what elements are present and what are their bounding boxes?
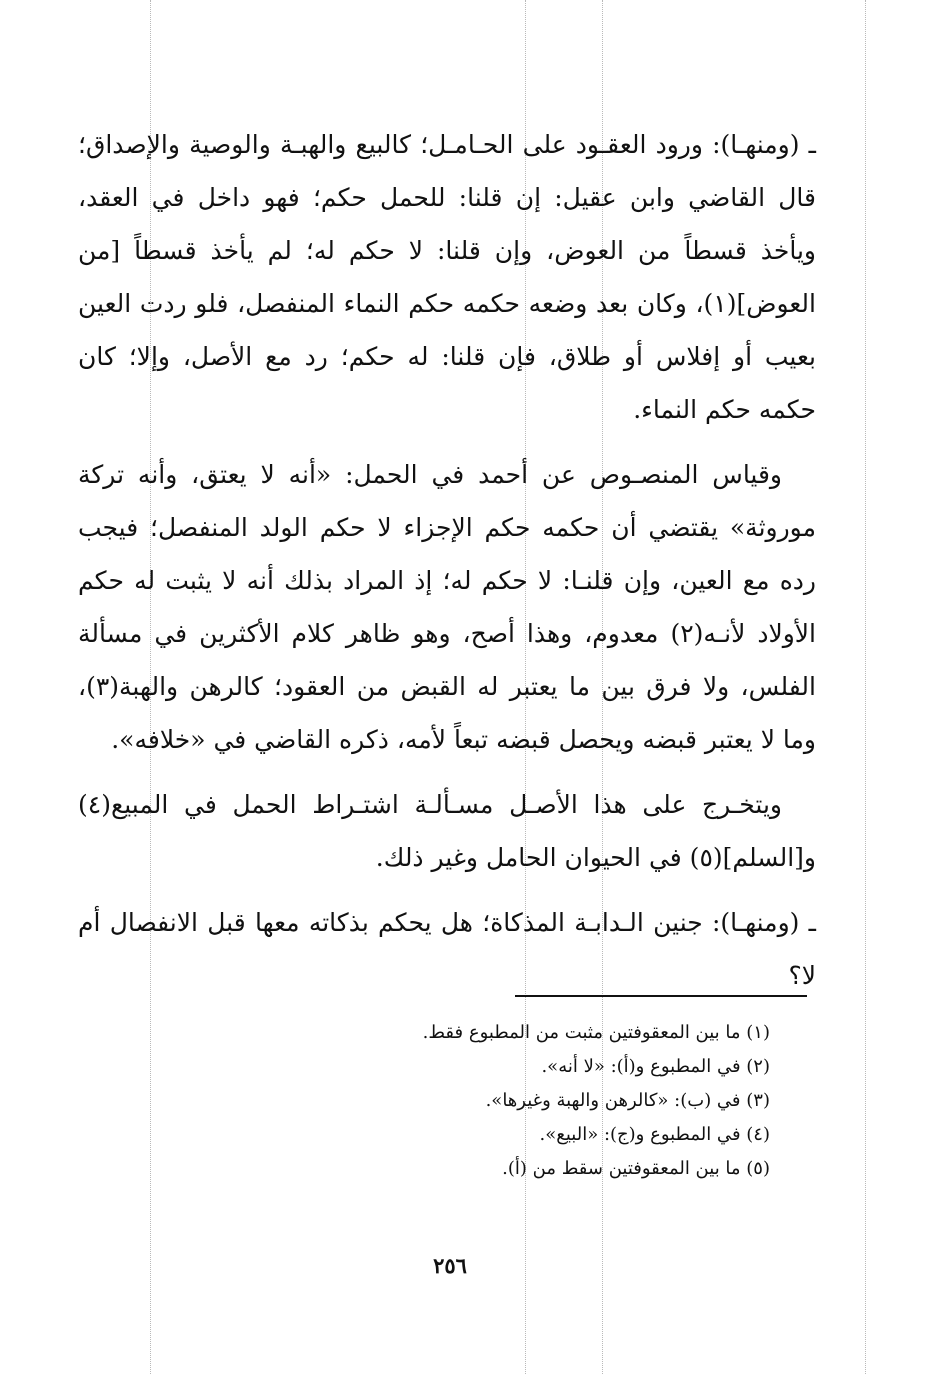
footnote-2: (٢) في المطبوع و(أ): «لا أنه». bbox=[541, 1056, 770, 1077]
main-text bbox=[78, 118, 816, 1014]
footnote-5: (٥) ما بين المعقوفتين سقط من (أ). bbox=[502, 1158, 770, 1179]
footnotes bbox=[150, 1016, 770, 1186]
paragraph-4: ـ (ومنهـا): جنين الـدابـة المذكاة؛ هل يحكم بذكاته معها قبل الانفصال أم لا؟ bbox=[78, 908, 816, 990]
paragraph-1: ـ (ومنهـا): ورود العقـود على الحـامـل؛ كالبيع والهبـة والوصية والإصداق؛ قال القاضي وابن عقيل: إن قلنا: للحمل حكم؛ فهو داخل في العقد، ويأخذ قسطاً من العوض، وإن قلنا: لا حكم له؛ لم يأخذ قسطاً [من العوض](١)، وكان بعد وضعه حكمه حكم النماء المنفصل، فلو ردت العين بعيب أو إفلاس أو طلاق، فإن قلنا: له حكم؛ رد مع الأصل، وإلا؛ كان حكمه حكم النماء. bbox=[78, 130, 816, 424]
footnote-4: (٤) في المطبوع و(ج): «البيع». bbox=[539, 1124, 770, 1145]
paragraph-2: وقياس المنصـوص عن أحمد في الحمل: «أنه لا يعتق، وأنه تركة موروثة» يقتضي أن حكمه حكم الإجزاء لا حكم الولد المنفصل؛ فيجب رده مع العين، وإن قلنـا: لا حكم له؛ إذ المراد بذلك أنه لا يثبت له حكم الأولاد لأنـه(٢) معدوم، وهذا أصح، وهو ظاهر كلام الأكثرين في مسألة الفلس، ولا فرق بين ما يعتبر له القبض من العقود؛ كالرهن والهبة(٣)، وما لا يعتبر قبضه ويحصل قبضه تبعاً لأمه، ذكره القاضي في «خلافه». bbox=[78, 460, 817, 754]
paragraph-3: ويتخـرج على هذا الأصـل مسـألـة اشتـراط الحمل في المبيع(٤) و[السلم](٥) في الحيوان الحامل وغير ذلك. bbox=[78, 790, 816, 872]
vertical-guide-line bbox=[865, 0, 866, 1374]
footnote-3: (٣) في (ب): «كالرهن والهبة وغيرها». bbox=[485, 1090, 770, 1111]
footnote-1: (١) ما بين المعقوفتين مثبت من المطبوع فقط. bbox=[422, 1022, 770, 1043]
page-number: ٢٥٦ bbox=[433, 1253, 467, 1278]
footnote-separator bbox=[515, 995, 807, 997]
